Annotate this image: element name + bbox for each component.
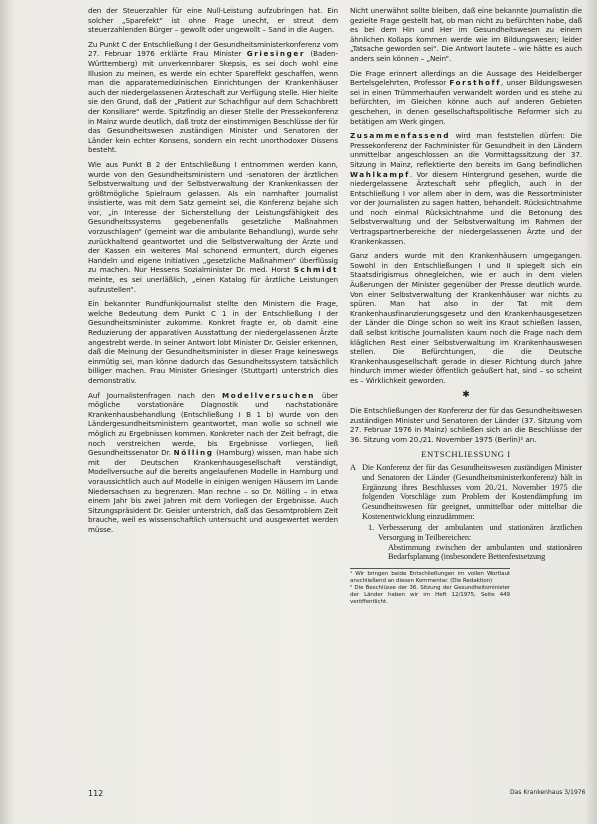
paragraph (350, 131, 582, 246)
spaced-name: Nölling (173, 448, 214, 458)
right-paragraphs (350, 6, 582, 386)
text-run: Ganz anders wurde mit den Krankenhäusern umgegangen. Sowohl in den Entschließungen I und II spiegelt sich ein Staatsdirigismus ohnegleichen, wie er auch in dem vielen Äußerungen der Minister gegenüber der Presse deutlich wurde. Von einer Selbstverwaltung der Krankenhäuser war nichts zu spüren. Man hat also in der Tat mit dem Krankenhausfinanzierungsgesetz und den Krankenhausgesetzen der Länder die Dinge schon so weit ins Kraut schießen lassen, daß selbst kritische Journalisten kaum noch die Frage nach dem kläglichen Rest einer Selbstverwaltung im Krankenhauswesen stellen. Die Befürchtungen, die die Deutsche Krankenhausgesellschaft gerade in dieser Richtung durch Jahre hindurch immer wieder öffentlich geäußert hat, sind – so scheint es – Wirklichkeit geworden. (350, 251, 582, 385)
entschliessung-a (350, 463, 582, 521)
text-run: Ein bekannter Rundfunkjournalist stellte den Ministern die Frage, welche Bedeutung dem Punkt C 1 in der Entschließung I der Gesundheitsminister zukomme. Konkret fragte er, ob damit eine Reduzierung der apparativen Ausstattung der niedergelassenen Ärzte angestrebt werde. In seiner Antwort lobt Minister Dr. Geisler erkennen, daß die Meinung der Gesundheitsminister in dieser Frage keineswegs einmütig sei, man könne dadurch das Gesundheitssystem tatsächlich billiger machen. Frau Minister Griesinger (Stuttgart) unterstrich dies demonstrativ. (88, 299, 338, 385)
paragraph (350, 69, 582, 127)
section-heading: ENTSCHLIESSUNG I (421, 448, 511, 459)
spaced-name: Wahlkampf (350, 169, 410, 179)
paragraph (88, 6, 338, 35)
text-run: den der Steuerzahler für eine Null-Leistung aufzubringen hat. Ein solcher „Sparefekt“ ist ohne Frage unecht, er streut dem steuerzahlenden Bürger – gewollt oder ungewollt – Sand in die Augen. (88, 6, 338, 35)
text-run: , unser Bildungswesen sei in einen Trümmerhaufen verwandelt worden und es stehe zu befürchten, im Gleichen könne auch auf anderen Gebieten geschehen, in denen gesellschaftspolitische Reformer sich zu betätigen am Werk gingen. (350, 78, 582, 126)
paragraph (88, 160, 338, 294)
text-run: über mögliche vorstationäre Diagnostik und nachstationäre Krankenhausbehandlung (Entschließung I B 1 b) wurde von den Ländergesundheitsministern geantwortet, man wolle so schnell wie möglich zu Ergebnissen kommen. Konkreter nach der Zeit befragt, die noch verstreichen werde, bis Ergebnisse vorliegen, ließ Gesundheitssenator Dr. (88, 390, 338, 458)
divider-star: ✱ (462, 389, 470, 400)
text-run: Nicht unerwähnt sollte bleiben, daß eine bekannte Journalistin die gezielte Frage gestellt hat, ob man nicht zu befürchten habe, daß es bei dem Hin und Her im Gesundheitswesen zu einem ähnlichen Kollaps kommen werde wie im Bildungswesen; leider „Tatsache geworden sei“. Die Antwort lautete – wie hätte es auch anders sein können – „Nein“. (350, 6, 582, 63)
footnotes (350, 568, 510, 605)
paragraph (350, 251, 582, 385)
footnote: ¹ Wir bringen beide Entschließungen im vollen Wortlaut anschließend an diesen Kommentar. (Die Redaktion) (350, 571, 510, 584)
text-run: . Vor diesem Hintergrund gesehen, wurde die niedergelassene Ärzteschaft sehr pfleglich, auch in der Entschließung I vor allem aber in dem, was die Ressortminister vor der Journalisten zu sagen hatten, behandelt. Rücksichtnahme und noch einmal Rücksichtnahme und die Betonung des Selbstverwaltung und der Selbstverwaltung im Rahmen der Vertragspartnerbereiche der niedergelassenen Ärzte und der Krankenkassen. (350, 169, 582, 246)
paragraph (350, 6, 582, 64)
spaced-name: Forsthoff (449, 78, 501, 88)
subitem-line: Verbesserung der ambulanten und stationären ärztlichen Versorgung in Teilbereichen: (378, 523, 582, 543)
subitem-1 (368, 523, 582, 562)
text-run: Die Entschließungen der Konferenz der für das Gesundheitswesen zuständigen Minister und Senatoren der Länder (37. Sitzung vom 27. Februar 1976 in Mainz) schließen sich an die Beschlüsse der 36. Sitzung vom 20./21. November 1975 (Berlin) (350, 406, 582, 444)
text-run: wird man feststellen dürfen: Die Pressekonferenz der Fachminister für Gesundheit in den Ländern unmittelbar angeschlossen an die Vormittagssitzung der 37. Sitzung in Mainz, reflektierte den bereits im Gang befindlichen (350, 131, 582, 169)
paragraph (88, 391, 338, 535)
spaced-name: Schmidt (293, 265, 338, 275)
subitem-line: Abstimmung zwischen der ambulanten und stationären Bedarfsplanung (insbesondere Bettenfestsetzung (388, 542, 582, 562)
text-run: meinte, es sei unerläßlich, „einen Katalog für ärztliche Leistungen aufzustellen“. (88, 275, 338, 294)
closing-paragraph (350, 406, 582, 444)
paragraph (88, 299, 338, 385)
spaced-name: Modellversuchen (222, 390, 315, 400)
text-run: Auf Journalistenfragen nach den (88, 390, 222, 400)
text-run: (Baden-Württemberg) mit unverkennbarer Skepsis, es sei doch wohl eine Illusion zu meinen, es werde ein echter Spareffekt geschaffen, wenn man die apparatemedizinischen Einrichtungen der Krankenhäuser auch der niedergelassenen Ärzteschaft zur Verfügung stelle. Hier hielte sie den Grund, daß der „Patient zur Schachfigur auf dem Schachbrett der Konsiliare“ werde. Spitzfindig an dieser Stelle der Pressekonferenz in Mainz wurde deutlich, daß trotz der einstimmigen Beschlüsse der für das Gesundheitswesen zuständigen Minister und Senatoren der Länder kein echter Konsens, sondern ein recht unorthodoxer Dissens besteht. (88, 49, 338, 155)
spaced-name: Zusammenfassend (350, 131, 451, 141)
text-run: Wie aus Punkt B 2 der Entschließung I entnommen werden kann, wurde von den Gesundheitsministern und -senatoren der ärztlichen Selbstverwaltung und der Selbstverwaltung der Krankenkassen der größtmögliche Spielraum gelassen. Als ein namhafter Journalist insistierte, was mit dem Satz gemeint sei, die Konferenz bejahe sich vor, „in Interesse der Sicherstellung der Leistungsfähigkeit des Gesundheitssystems gegebenenfalls gesetzliche Maßnahmen vorzuschlagen“ (gemeint war die ambulante Behandlung), wurde sehr zurückhaltend geantwortet und die Selbstverwaltung der Ärzte und der Kassen ein weiteres Mal schonend ermuntert, durch eigenes Handeln und eigene Initiativen „gesetzliche Maßnahmen“ überflüssig zu machen. Nur Hessens Sozialminister Dr. med. Horst (88, 159, 338, 275)
text-run: Zu Punkt C der Entschließung I der Gesundheitsministerkonferenz vom 27. Februar 1976 erklärte Frau Minister (88, 39, 338, 59)
item-text: Die Konferenz der für das Gesundheitswesen zuständigen Minister und Senatoren der Länder (Gesundheitsministerkonferenz) hält in Ergänzung ihres Beschlusses vom 20./21. November 1975 die folgenden Vorschläge zum Problem der Kostendämpfung im Gesundheitswesen für geeignet, unmittelbar oder mittelbar die Kostenentwicklung einzudämmen: (362, 463, 582, 521)
text-run: ² (520, 434, 524, 444)
text-run: (Hamburg) wissen, man habe sich mit der Deutschen Krankenhausgesellschaft verständigt, Modellversuche auf die bereits angelaufenen Modelle in Hamburg und voraussichtlich auch auf Modelle in einigen wenigen Häusern im Lande Niedersachsen zu begrenzen. Man rechne – so Dr. Nölling – in etwa einem Jahr bis zwei Jahren mit dem Vorliegen der Ergebnisse. Auch Sitzungspräsident Dr. Geisler unterstrich, daß das Gesamtproblem Zeit brauche, weil es wissenschaftlich untersucht und ausgewertet werden müsse. (88, 448, 338, 534)
text-run: an. (523, 434, 537, 444)
paragraph (88, 40, 338, 155)
left-column (88, 6, 338, 539)
page-number: 112 (88, 789, 104, 798)
right-column (350, 6, 582, 606)
spaced-name: Griesinger (246, 49, 305, 59)
item-label: A (350, 463, 356, 473)
subitem-label: 1. (368, 523, 375, 533)
footnote: ² Die Beschlüsse der 36. Sitzung der Gesundheitsminister der Länder haben wir im Heft 12/1975, Seite 449 veröffentlicht. (350, 585, 510, 605)
text-run: Die Frage erinnert allerdings an die Aussage des Heidelberger Bertelsgelehrten, Professor (350, 68, 582, 88)
running-footer: Das Krankenhaus 3/1976 (510, 789, 586, 796)
